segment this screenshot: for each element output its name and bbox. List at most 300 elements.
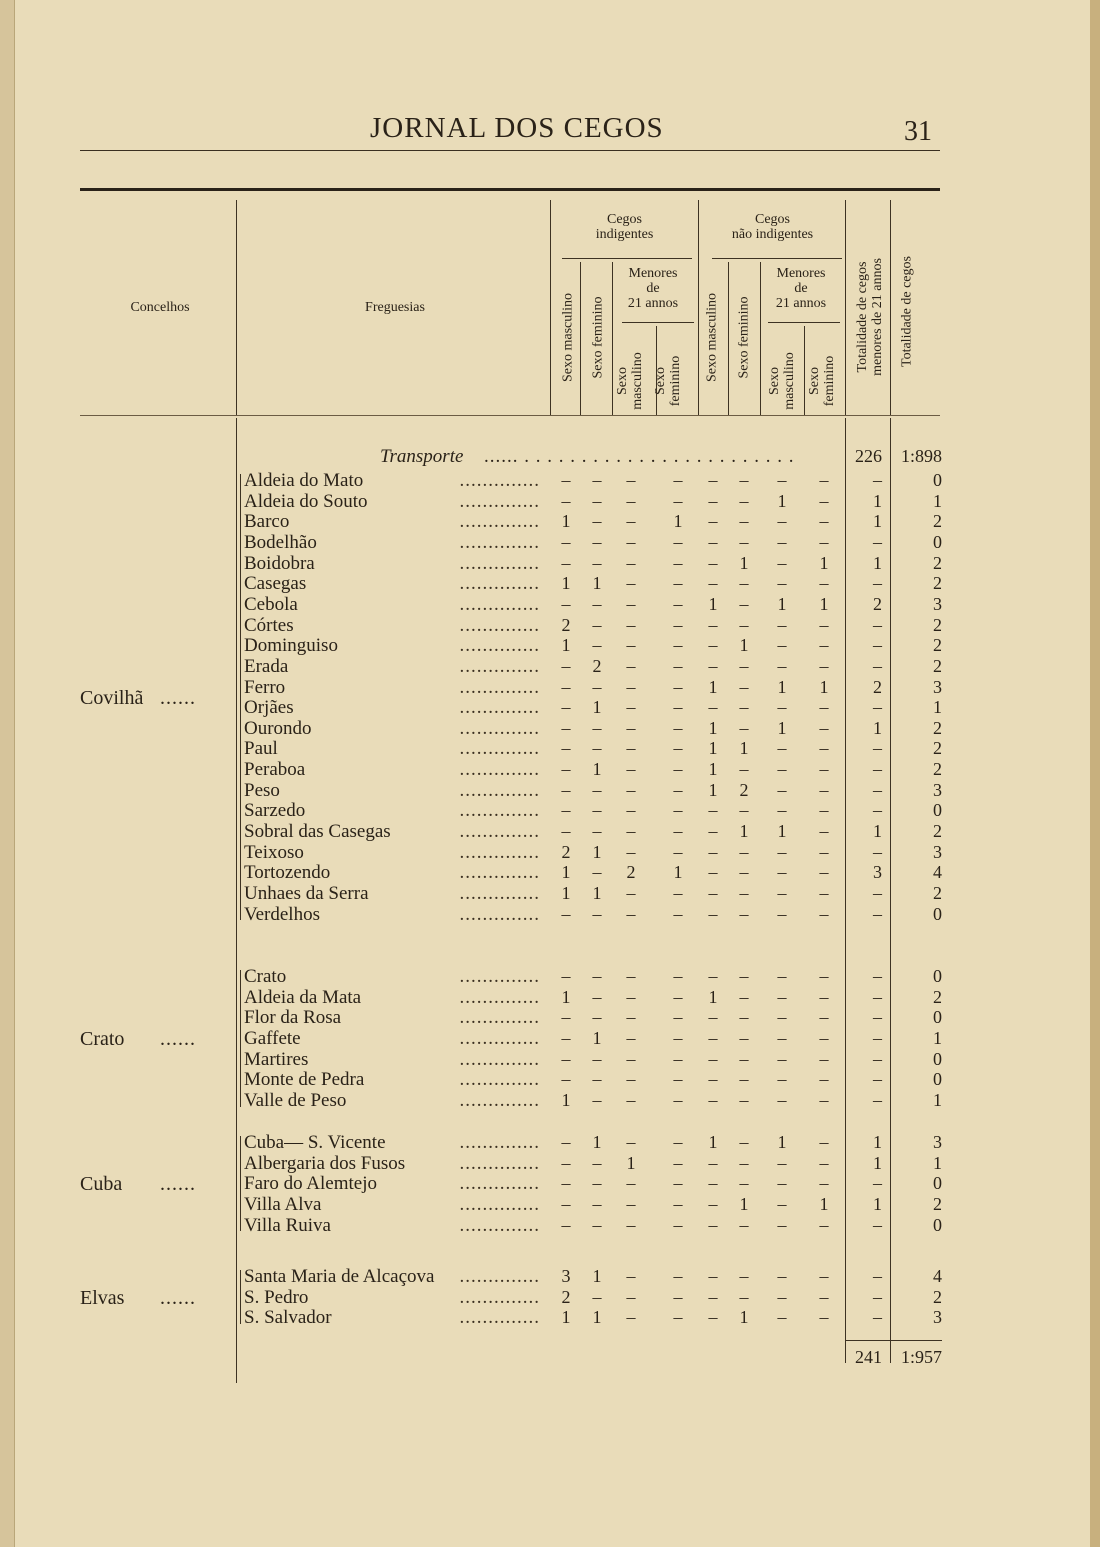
header-sexo-feminino-2: Sexo feminino [736,296,752,379]
grand-menores-total: 241 [855,1347,882,1367]
value-cell: – [708,966,718,986]
value-cell: – [592,1152,602,1173]
total-cell: 3 [933,1307,942,1328]
freguesia-name: Flor da Rosa [244,1007,342,1029]
value-cell: – [592,779,602,800]
value-cell: – [626,759,636,780]
value-cell: – [819,903,829,924]
header-sexo-masculino-2: Sexo masculino [704,292,720,383]
value-cell: – [739,531,749,552]
value-cell: – [873,470,882,490]
value-cell: – [819,738,829,759]
value-cell: – [561,717,571,738]
value-cell: – [739,614,749,635]
value-cell: – [777,655,787,676]
value-cell: – [777,841,787,862]
header-bottom-rule [80,415,940,416]
value-cell: – [673,1132,683,1152]
value-cell: – [739,883,749,903]
value-cell: – [739,655,749,676]
value-cell: – [708,1152,718,1173]
header-sexo-feminino-1: Sexo feminino [590,296,606,379]
value-cell: – [592,490,602,511]
table-row [0,821,1100,844]
value-cell: – [561,903,571,924]
leader-dots: .............. [459,821,540,843]
leader-dots: .............. [459,903,540,925]
value-cell: 1 [592,573,602,594]
table-row [0,904,1100,927]
col-rule [656,326,657,415]
total-cell: 2 [933,821,942,842]
value-cell: – [819,490,829,511]
freguesia-name: Santa Maria de Alcaçova [244,1266,435,1287]
value-cell: – [873,759,882,780]
group-brace [240,970,241,1107]
value-cell: – [673,635,683,656]
value-cell: – [561,697,571,718]
freguesia-name: Casegas [244,573,307,595]
value-cell: – [561,1132,571,1152]
running-title: JORNAL DOS CEGOS [370,112,664,144]
value-cell: – [708,1027,718,1048]
value-cell: – [673,738,683,759]
value-cell: – [739,800,749,821]
value-cell: – [626,552,636,573]
freguesia-name: Peso [244,779,280,801]
table-row [0,511,1100,534]
value-cell: 2 [873,676,882,697]
table-row [0,1266,1100,1289]
value-cell: – [739,759,749,780]
value-cell: – [561,490,571,511]
freguesia-name: Aldeia do Mato [244,470,364,491]
value-cell: 1 [561,986,571,1007]
brace-menores-1 [622,322,694,323]
concelho-leader-dots: ...... [160,1027,196,1050]
value-cell: – [739,697,749,718]
value-cell: – [673,1048,683,1069]
table-row [0,718,1100,741]
value-cell: 1 [592,883,602,903]
value-cell: – [777,779,787,800]
value-cell: 1 [561,883,571,903]
total-cell: 1 [933,1152,942,1173]
value-cell: – [777,862,787,883]
leader-dots: .............. [459,531,540,553]
value-cell: 1 [873,821,882,842]
value-cell: – [561,738,571,759]
value-cell: – [626,779,636,800]
value-cell: – [739,1214,749,1235]
concelho-name: Covilhã [80,686,144,709]
value-cell: 1 [873,490,882,511]
total-cell: 1 [933,1089,942,1110]
value-cell: – [673,1307,683,1328]
leader-dots: .............. [459,655,540,677]
value-cell: – [626,1007,636,1028]
value-cell: – [708,655,718,676]
value-cell: – [592,1089,602,1110]
total-cell: 2 [933,986,942,1007]
total-cell: 2 [933,614,942,635]
value-cell: – [561,1214,571,1235]
value-cell: – [739,1286,749,1307]
value-cell: – [626,655,636,676]
value-cell: – [819,862,829,883]
value-cell: 1 [592,759,602,780]
value-cell: 1 [873,1193,882,1214]
value-cell: – [592,986,602,1007]
value-cell: – [673,1193,683,1214]
page-number: 31 [904,116,932,147]
total-cell: 2 [933,511,942,532]
table-row [0,1194,1100,1217]
value-cell: – [708,470,718,490]
value-cell: – [561,759,571,780]
value-cell: – [592,676,602,697]
value-cell: – [819,1152,829,1173]
value-cell: – [673,676,683,697]
value-cell: – [626,841,636,862]
leader-dots: .............. [459,1069,540,1091]
table-top-rule [80,188,940,191]
leader-dots: .............. [459,1173,540,1195]
value-cell: – [819,511,829,532]
value-cell: – [777,531,787,552]
leader-dots: .............. [459,1266,540,1287]
value-cell: 1 [739,738,749,759]
value-cell: – [561,552,571,573]
header-cegos-nao-indigentes: Cegos não indigentes [731,212,814,242]
total-cell: 0 [933,1069,942,1090]
brace-nao-indigentes [712,258,842,259]
value-cell: 1 [739,1193,749,1214]
value-cell: – [739,511,749,532]
value-cell: – [626,1266,636,1286]
value-cell: – [626,1307,636,1328]
value-cell: – [626,821,636,842]
value-cell: – [708,511,718,532]
total-cell: 3 [933,1132,942,1152]
header-menores-nao-indigentes: Menores de 21 annos [775,266,827,311]
table-row [0,966,1100,989]
freguesia-name: Córtes [244,614,294,636]
total-cell: 2 [933,655,942,676]
value-cell: 1 [873,1132,882,1152]
value-cell: – [708,1007,718,1028]
freguesia-name: Valle de Peso [244,1089,347,1111]
group-brace [240,1136,241,1231]
value-cell: – [739,573,749,594]
value-cell: – [673,1173,683,1194]
total-cell: 0 [933,1214,942,1235]
leader-dots: .............. [459,573,540,595]
table-row [0,594,1100,617]
leader-dots: .............. [459,1307,540,1329]
value-cell: – [673,903,683,924]
table-row [0,573,1100,596]
value-cell: – [592,614,602,635]
value-cell: – [739,593,749,614]
value-cell: – [673,1089,683,1110]
value-cell: – [708,697,718,718]
value-cell: – [626,1193,636,1214]
table-row [0,759,1100,782]
value-cell: – [708,573,718,594]
value-cell: – [561,676,571,697]
leader-dots: .............. [459,1286,540,1308]
value-cell: – [708,800,718,821]
value-cell: – [873,1266,882,1286]
value-cell: 1 [592,697,602,718]
value-cell: 2 [561,1286,571,1307]
value-cell: 1 [592,841,602,862]
leader-dots: .............. [459,738,540,760]
value-cell: – [873,1007,882,1028]
value-cell: – [708,1266,718,1286]
header-menores-fem-1: Sexo feminino [653,355,683,407]
value-cell: – [819,1173,829,1194]
value-cell: – [592,862,602,883]
leader-dots: .............. [459,470,540,491]
table-row [0,470,1100,493]
value-cell: – [777,903,787,924]
table-row [0,1215,1100,1238]
value-cell: 1 [873,717,882,738]
value-cell: – [777,470,787,490]
value-cell: – [626,1089,636,1110]
value-cell: – [873,635,882,656]
value-cell: 1 [592,1266,602,1286]
col-rule [550,200,551,415]
value-cell: – [626,966,636,986]
totals-rule [846,1340,942,1341]
freguesia-name: S. Salvador [244,1307,332,1329]
value-cell: 1 [592,1307,602,1328]
freguesia-name: Aldeia do Souto [244,490,368,512]
value-cell: – [592,800,602,821]
total-cell: 0 [933,966,942,986]
value-cell: – [626,697,636,718]
value-cell: – [626,1286,636,1307]
total-cell: 2 [933,738,942,759]
value-cell: – [673,821,683,842]
value-cell: – [561,470,571,490]
value-cell: – [873,1307,882,1328]
value-cell: – [626,1069,636,1090]
freguesia-name: Gaffete [244,1027,301,1049]
value-cell: – [708,1307,718,1328]
value-cell: – [873,614,882,635]
col-rule [804,326,805,415]
value-cell: 1 [819,593,829,614]
value-cell: 1 [777,1132,787,1152]
value-cell: – [626,593,636,614]
value-cell: – [873,800,882,821]
leader-dots: .............. [459,1007,540,1029]
value-cell: – [673,655,683,676]
value-cell: – [592,635,602,656]
value-cell: – [873,1173,882,1194]
value-cell: – [592,966,602,986]
value-cell: 1 [708,593,718,614]
value-cell: – [561,966,571,986]
table-row [0,1007,1100,1030]
value-cell: – [561,821,571,842]
col-rule [890,200,891,415]
value-cell: – [739,1132,749,1152]
value-cell: 1 [873,1152,882,1173]
value-cell: – [777,573,787,594]
value-cell: 1 [777,717,787,738]
value-cell: – [873,738,882,759]
value-cell: 3 [561,1266,571,1286]
leader-dots: .............. [459,511,540,533]
total-cell: 0 [933,470,942,490]
value-cell: – [777,759,787,780]
value-cell: – [561,655,571,676]
value-cell: – [777,738,787,759]
value-cell: – [777,1286,787,1307]
value-cell: – [708,862,718,883]
value-cell: – [777,635,787,656]
value-cell: – [819,697,829,718]
value-cell: – [819,966,829,986]
col-rule [236,200,237,415]
value-cell: – [592,593,602,614]
leader-dots: ...... . . . . . . . . . . . . . . . . . . . . . . . . [484,446,795,467]
total-cell: 4 [933,862,942,883]
value-cell: – [626,511,636,532]
total-cell: 1 [933,1027,942,1048]
value-cell: – [873,1286,882,1307]
value-cell: – [708,1048,718,1069]
value-cell: – [739,470,749,490]
value-cell: – [777,800,787,821]
value-cell: – [561,1152,571,1173]
total-cell: 2 [933,635,942,656]
freguesia-name: Cuba— S. Vicente [244,1132,386,1153]
value-cell: – [673,1286,683,1307]
total-cell: 3 [933,841,942,862]
freguesia-name: Ferro [244,676,286,698]
leader-dots: .............. [459,552,540,574]
col-rule [845,200,846,415]
freguesia-name: Monte de Pedra [244,1069,365,1091]
leader-dots: .............. [459,593,540,615]
freguesia-name: Orjães [244,697,294,719]
total-cell: 2 [933,552,942,573]
value-cell: – [873,655,882,676]
value-cell: – [819,759,829,780]
total-cell: 2 [933,883,942,903]
col-rule [580,262,581,415]
grand-total: 1:957 [900,1347,942,1367]
value-cell: – [873,1069,882,1090]
value-cell: – [708,1173,718,1194]
value-cell: – [592,738,602,759]
freguesia-name: Martires [244,1048,309,1070]
value-cell: 1 [739,552,749,573]
value-cell: – [873,841,882,862]
value-cell: 1 [708,986,718,1007]
value-cell: – [739,676,749,697]
value-cell: – [739,986,749,1007]
brace-menores-2 [768,322,840,323]
freguesia-name: Sarzedo [244,800,306,822]
value-cell: – [592,531,602,552]
value-cell: – [819,1286,829,1307]
value-cell: – [777,511,787,532]
value-cell: – [708,821,718,842]
value-cell: – [777,1048,787,1069]
value-cell: – [777,697,787,718]
value-cell: 1 [561,1089,571,1110]
freguesia-name: Dominguiso [244,635,338,657]
value-cell: 1 [777,821,787,842]
value-cell: – [673,800,683,821]
value-cell: – [708,1193,718,1214]
value-cell: – [739,903,749,924]
value-cell: – [626,676,636,697]
header-menores-indigentes: Menores de 21 annos [627,266,679,311]
value-cell: – [777,1307,787,1328]
value-cell: – [561,531,571,552]
value-cell: – [561,593,571,614]
value-cell: – [873,573,882,594]
value-cell: – [708,614,718,635]
value-cell: – [777,1173,787,1194]
value-cell: – [819,1048,829,1069]
leader-dots: .............. [459,614,540,636]
table-row [0,1307,1100,1330]
value-cell: – [708,1286,718,1307]
value-cell: – [592,903,602,924]
value-cell: – [873,986,882,1007]
value-cell: – [708,1214,718,1235]
concelho-leader-dots: ...... [160,1286,196,1309]
value-cell: – [673,1152,683,1173]
value-cell: – [739,1089,749,1110]
value-cell: – [819,531,829,552]
value-cell: – [626,1214,636,1235]
total-cell: 2 [933,717,942,738]
value-cell: 1 [626,1152,636,1173]
col-rule [760,262,761,415]
total-cell: 0 [933,903,942,924]
value-cell: – [673,490,683,511]
freguesia-name: Faro do Alemtejo [244,1173,377,1195]
value-cell: – [777,1069,787,1090]
value-cell: – [739,862,749,883]
freguesia-name: Villa Alva [244,1193,322,1215]
concelho-leader-dots: ...... [160,686,196,709]
total-cell: 1 [933,697,942,718]
value-cell: 1 [739,821,749,842]
value-cell: – [873,883,882,903]
table-row [0,1069,1100,1092]
value-cell: – [561,1193,571,1214]
value-cell: 1 [819,1193,829,1214]
freguesia-name: Sobral das Casegas [244,821,391,843]
value-cell: 1 [673,862,683,883]
value-cell: 2 [626,862,636,883]
header-menores-masc-1: Sexo masculino [615,352,645,410]
value-cell: – [819,1027,829,1048]
value-cell: 1 [673,511,683,532]
value-cell: – [739,717,749,738]
